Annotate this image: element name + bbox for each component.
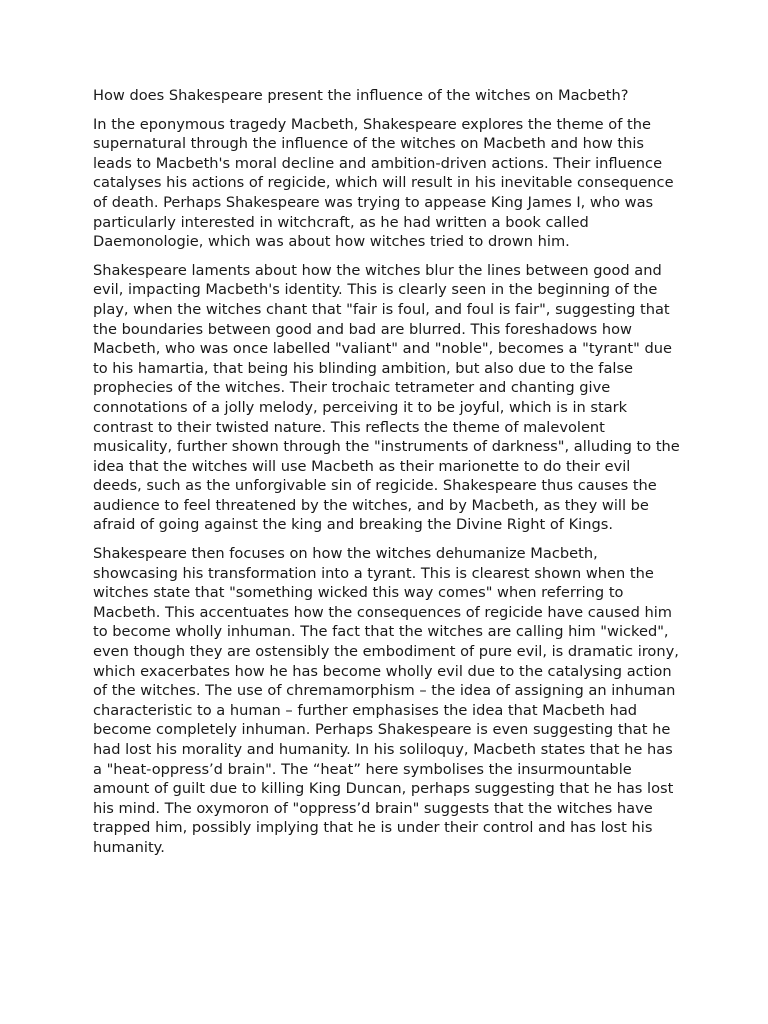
document-page bbox=[93, 86, 683, 867]
paragraph-introduction: In the eponymous tragedy Macbeth, Shakespeare explores the theme of the supernatural through the influence of the witches on Macbeth and how this leads to Macbeth's moral decline and ambition-driven actions. Their influence catalyses his actions of regicide, which will result in his inevitable consequence of death. Perhaps Shakespeare was trying to appease King James I, who was particularly interested in witchcraft, as he had written a book called Daemonologie, which was about how witches tried to drown him. bbox=[93, 115, 674, 251]
paragraph-good-and-evil: Shakespeare laments about how the witches blur the lines between good and evil, impacting Macbeth's identity. This is clearly seen in the beginning of the play, when the witches chant that "fair is foul, and foul is fair", suggesting that the boundaries between good and bad are blurred. This foreshadows how Macbeth, who was once labelled "valiant" and "noble", becomes a "tyrant" due to his hamartia, that being his blinding ambition, but also due to the false prophecies of the witches. Their trochaic tetrameter and chanting give connotations of a jolly melody, perceiving it to be joyful, which is in stark contrast to their twisted nature. This reflects the theme of malevolent musicality, further shown through the "instruments of darkness", alluding to the idea that the witches will use Macbeth as their marionette to do their evil deeds, such as the unforgivable sin of regicide. Shakespeare thus causes the audience to feel threatened by the witches, and by Macbeth, as they will be afraid of going against the king and breaking the Divine Right of Kings. bbox=[93, 261, 680, 534]
paragraph-dehumanization: Shakespeare then focuses on how the witches dehumanize Macbeth, showcasing his transformation into a tyrant. This is clearest shown when the witches state that "something wicked this way comes" when referring to Macbeth. This accentuates how the consequences of regicide have caused him to become wholly inhuman. The fact that the witches are calling him "wicked", even though they are ostensibly the embodiment of pure evil, is dramatic irony, which exacerbates how he has become wholly evil due to the catalysing action of the witches. The use of chremamorphism – the idea of assigning an inhuman characteristic to a human – further emphasises the idea that Macbeth had become completely inhuman. Perhaps Shakespeare is even suggesting that he had lost his morality and humanity. In his soliloquy, Macbeth states that he has a "heat-oppress’d brain". The “heat” here symbolises the insurmountable amount of guilt due to killing King Duncan, perhaps suggesting that he has lost his mind. The oxymoron of "oppress’d brain" suggests that the witches have trapped him, possibly implying that he is under their control and has lost his humanity. bbox=[93, 545, 679, 856]
essay-title: How does Shakespeare present the influence of the witches on Macbeth? bbox=[93, 87, 629, 104]
